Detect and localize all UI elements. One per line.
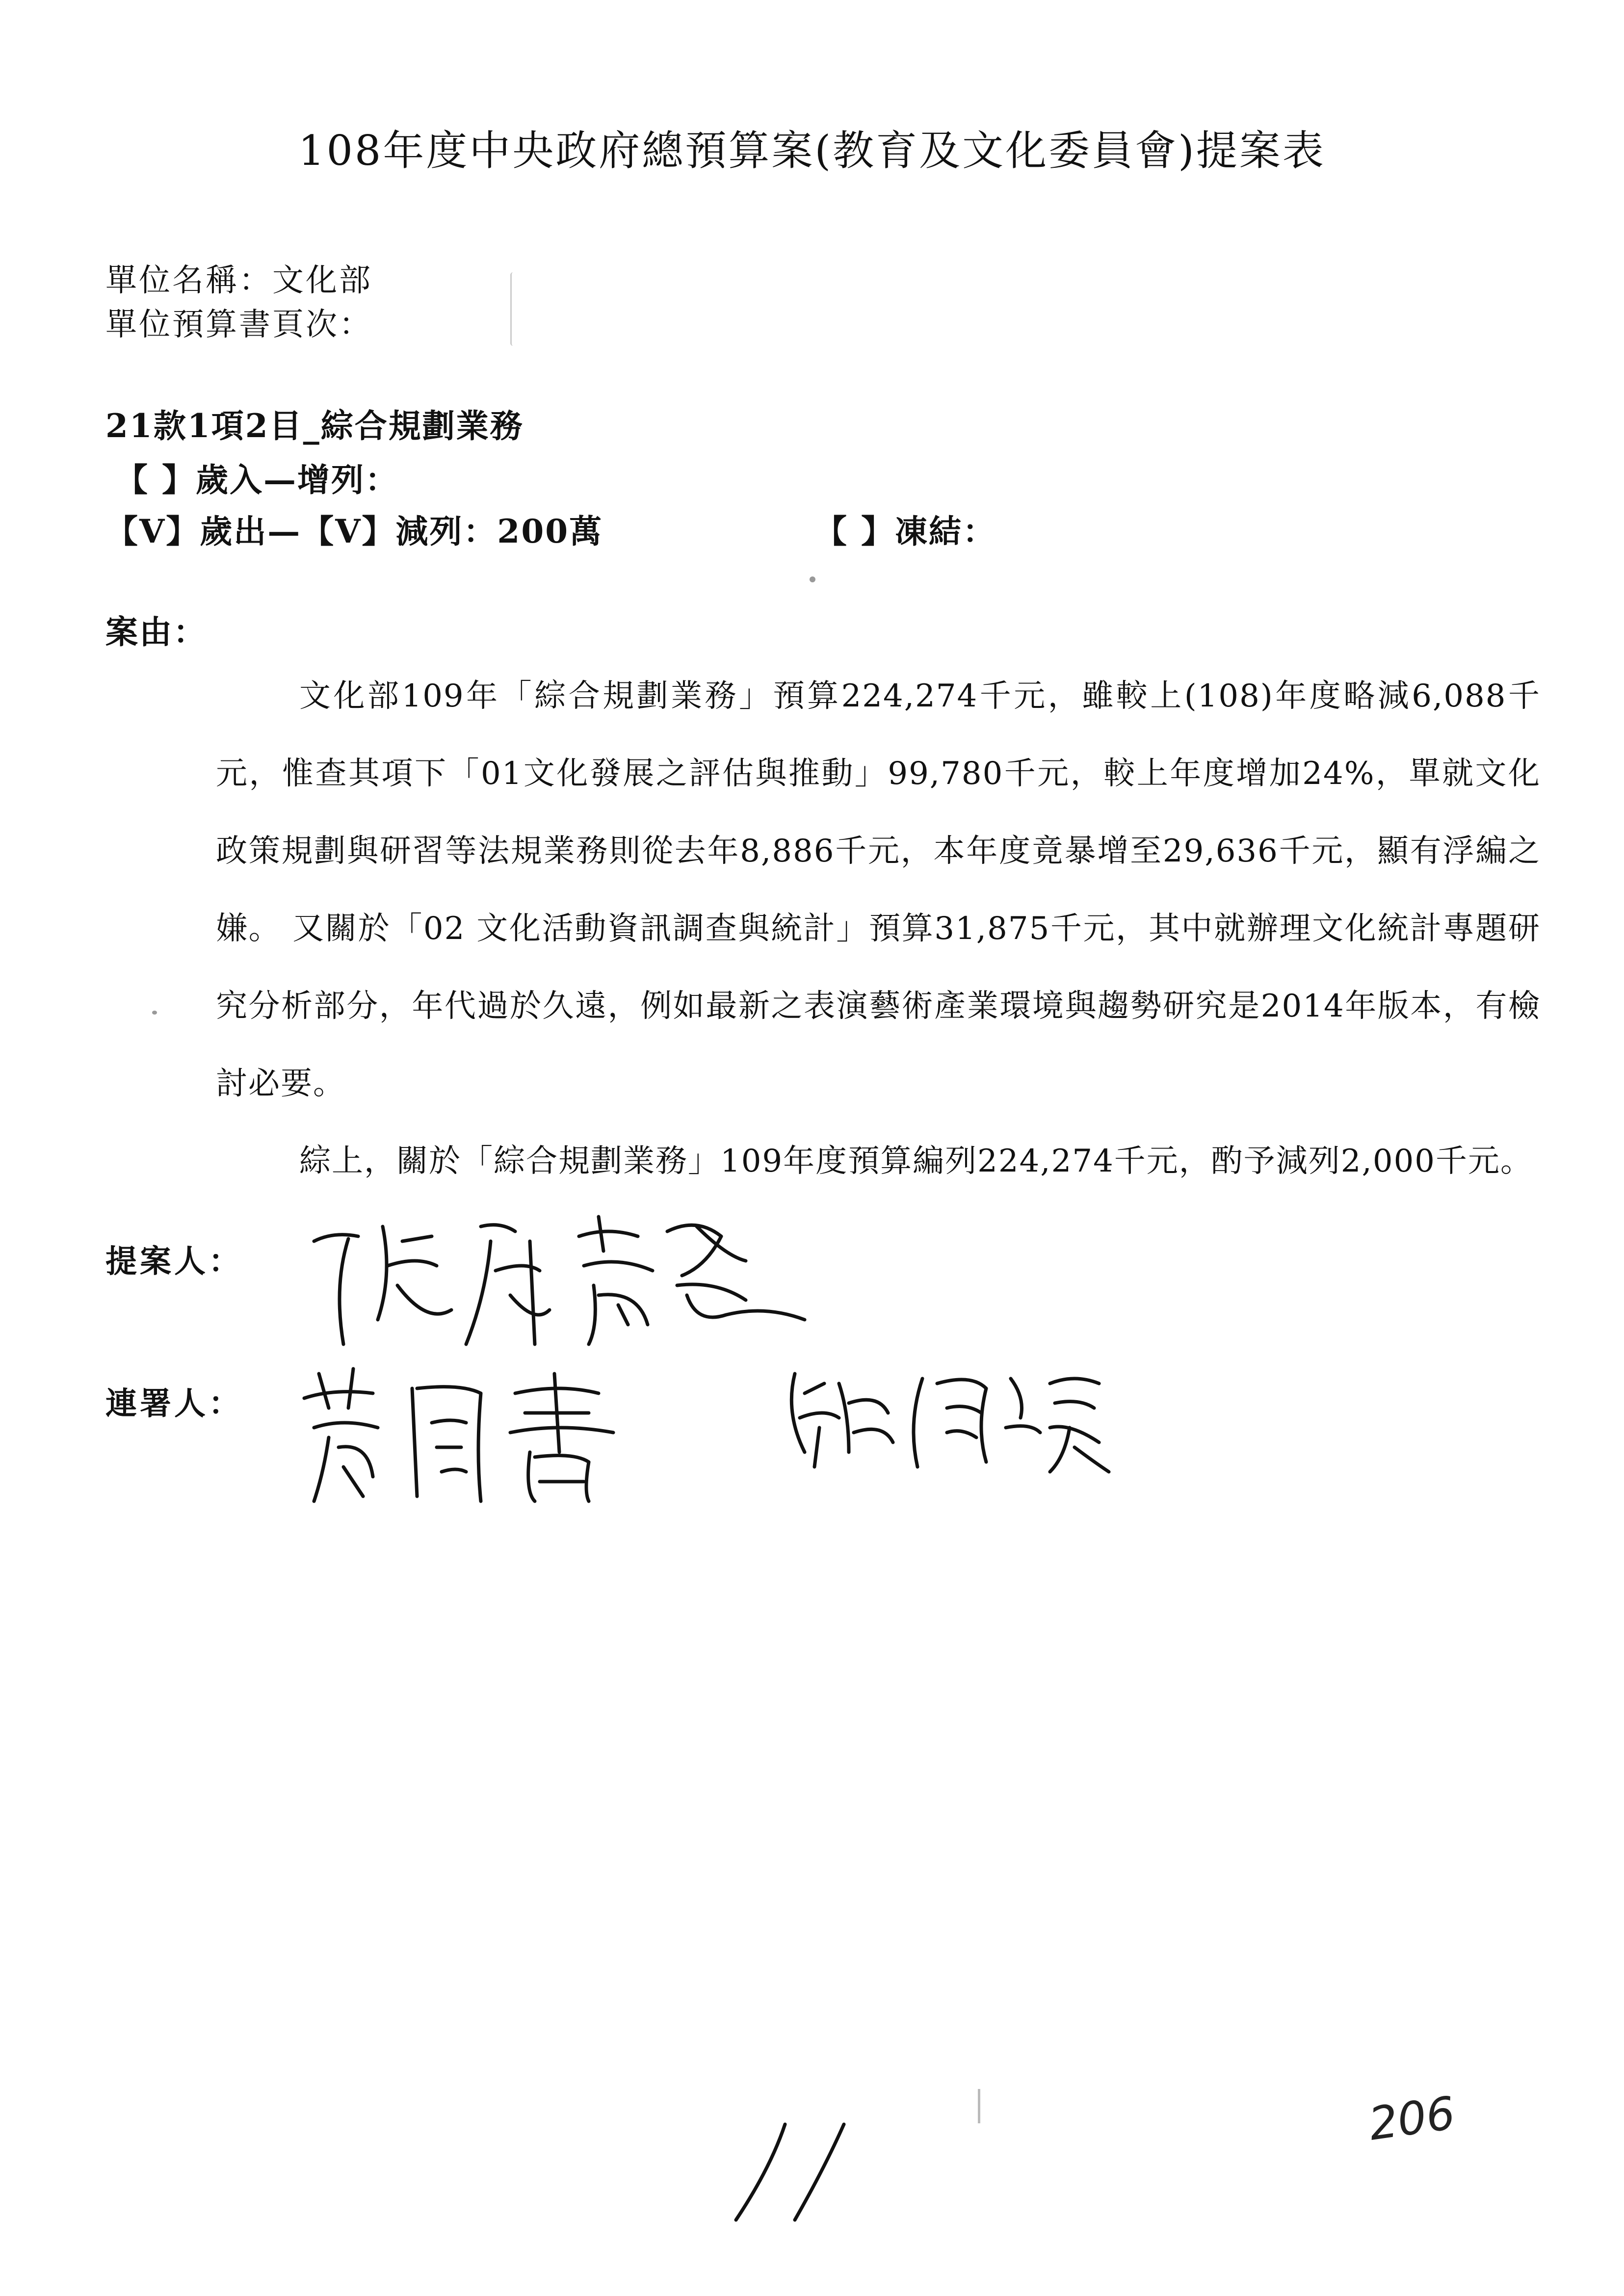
cosigner-label: 連署人： — [105, 1385, 243, 1422]
cosigner-1-signature — [294, 1354, 638, 1511]
unit-name-row — [105, 255, 372, 300]
proposer-signature — [304, 1197, 819, 1359]
reason-label: 案由： — [105, 613, 207, 651]
scan-speck — [152, 1011, 157, 1015]
expense-checkbox-label: 【V】歲出— — [105, 512, 302, 550]
scan-speck — [810, 576, 815, 582]
handwritten-page-number: 206 — [1365, 2087, 1459, 2151]
reason-paragraph-2: 綜上，關於「綜合規劃業務」109年度預算編列224,274千元，酌予減列2,000千元。 — [299, 1143, 1533, 1179]
unit-name-value: 文化部 — [272, 262, 372, 299]
budget-page-label: 單位預算書頁次： — [105, 307, 372, 343]
reason-paragraph-1: 文化部109年「綜合規劃業務」預算224,274千元，雖較上(108)年度略減6,088千元，惟查其項下「01文化發展之評估與推動」99,780千元，較上年度增加24%，單就文化政策規劃與研習等法規業務則從去年8,886千元，本年度竟暴增至29,636千元，顯有浮編之嫌。 又關於「02 文化活動資訊調查與統計」預算31,875千元，其中就辦理文化統計專題研究分析部分，年代過於久遠，例如最新之表演藝術產業環境與趨勢研究是2014年版本，有檢討必要。 — [216, 678, 1541, 1102]
freeze-line: 【 】凍結： — [814, 512, 996, 550]
reduce-checkbox-label: 【V】減列：200萬 — [301, 512, 603, 550]
cosigner-2-signature — [775, 1354, 1119, 1477]
handwritten-mark — [726, 2114, 854, 2227]
pencil-bracket-mark — [510, 272, 516, 346]
item-code: 21款1項2目_綜合規劃業務 — [105, 407, 524, 445]
expense-line — [105, 505, 603, 552]
document-title: 108年度中央政府總預算案(教育及文化委員會)提案表 — [298, 127, 1326, 175]
unit-name-label: 單位名稱： — [105, 262, 272, 299]
scan-artifact-line — [978, 2089, 980, 2123]
reason-body — [216, 657, 1541, 1200]
revenue-line: 【 】歲入—增列： — [115, 461, 399, 499]
proposer-label: 提案人： — [105, 1243, 243, 1280]
